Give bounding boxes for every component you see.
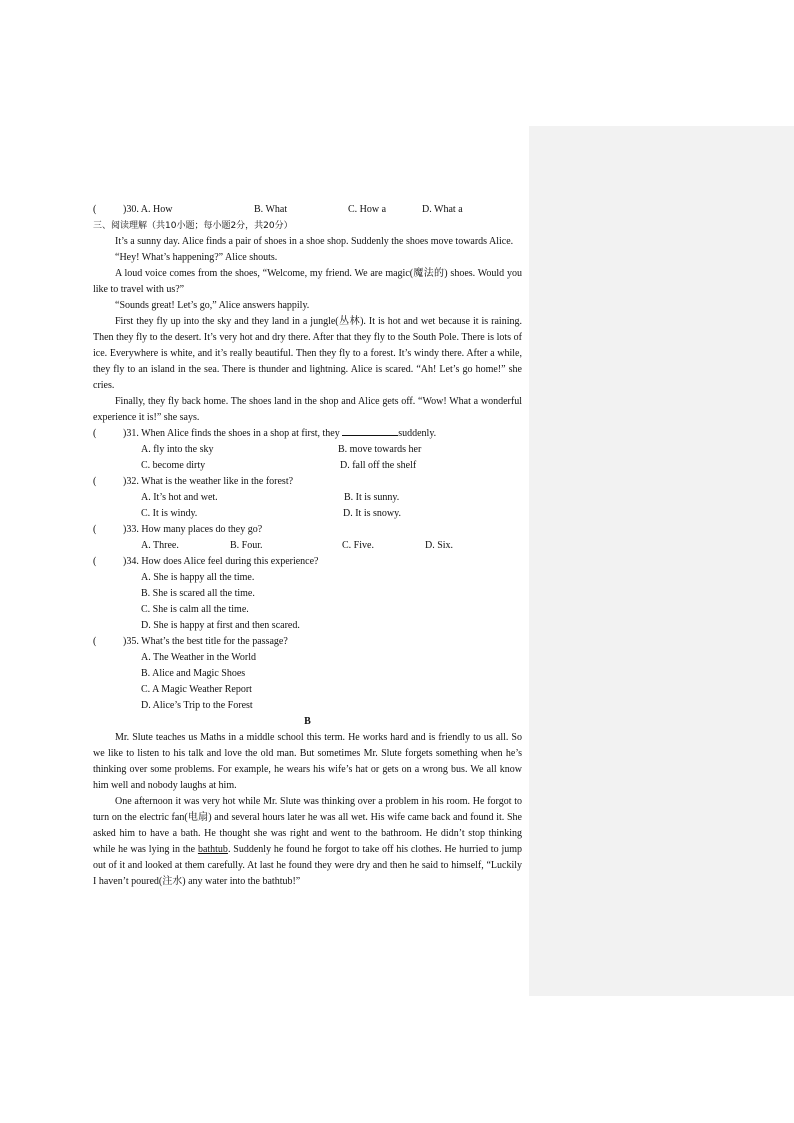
section-heading: 三、阅读理解（共10小题；每小题2分，共20分） xyxy=(93,221,293,231)
options-row xyxy=(93,458,522,474)
options-row xyxy=(93,602,522,618)
option-c: C. Five. xyxy=(342,540,374,551)
option-b: B. It is sunny. xyxy=(344,492,400,503)
options-row xyxy=(93,650,522,666)
comment-pane xyxy=(529,126,794,996)
option-d: D. fall off the shelf xyxy=(340,460,417,471)
answer-paren: ( xyxy=(93,524,97,535)
options-row xyxy=(93,570,522,586)
question-30 xyxy=(93,202,522,218)
option-d: D. Six. xyxy=(425,540,454,551)
options-row xyxy=(93,586,522,602)
text-run: One afternoon it was very hot while Mr. Slute was thinking over a problem in his room. He forgot to turn on the electric fan(电扇) and several hours later he was all wet. His wife came back and found it. She asked him to have a bath. He thought she was right and went to the bathroom. He didn’t stop thinking while he was lying in the xyxy=(93,796,522,855)
option-d: D. It is snowy. xyxy=(343,508,401,519)
option-b: B. Four. xyxy=(230,540,263,551)
passage-a-paragraph: A loud voice comes from the shoes, “Welcome, my friend. We are magic(魔法的) shoes. Would you like to travel with us?” xyxy=(93,268,522,295)
answer-paren: ( xyxy=(93,636,97,647)
options-row xyxy=(93,490,522,506)
option-d: D. She is happy at first and then scared. xyxy=(141,620,300,631)
options-row xyxy=(93,538,522,554)
passage-b-paragraph xyxy=(93,794,522,890)
question-stem xyxy=(123,426,436,442)
option-c: C. It is windy. xyxy=(141,508,198,519)
passage-a-paragraph: “Hey! What’s happening?” Alice shouts. xyxy=(115,252,278,263)
option-c: C. How a xyxy=(348,204,387,215)
option-c: C. become dirty xyxy=(141,460,206,471)
option-d: D. What a xyxy=(422,204,463,215)
option-a: A. She is happy all the time. xyxy=(141,572,255,583)
option-c: C. She is calm all the time. xyxy=(141,604,249,615)
stem-part: )31. When Alice finds the shoes in a shop at first, they xyxy=(123,428,340,439)
passage-b-paragraph: Mr. Slute teaches us Maths in a middle school this term. He works hard and is friendly to us all. So we like to listen to his talk and love the old man. But sometimes Mr. Slute forgets something when he’s thinking over some problems. For example, he wears his wife’s hat or gets on a wrong bus. We all know him well and nobody laughs at him. xyxy=(93,732,522,791)
passage-a-paragraph: “Sounds great! Let’s go,” Alice answers happily. xyxy=(115,300,310,311)
answer-paren: ( xyxy=(93,428,97,439)
question-32 xyxy=(93,474,522,490)
option-a: A. fly into the sky xyxy=(141,444,214,455)
question-33 xyxy=(93,522,522,538)
answer-blank xyxy=(342,426,398,436)
option-d: D. Alice’s Trip to the Forest xyxy=(141,700,253,711)
answer-paren: ( xyxy=(93,476,97,487)
option-a: A. Three. xyxy=(141,540,179,551)
passage-a-paragraph: First they fly up into the sky and they land in a jungle(丛林). It is hot and wet because it is raining. Then they fly to the desert. It’s very hot and dry there. After that they fly to the South Pole. There is lots of ice. Everywhere is white, and it’s really beautiful. Then they fly to a forest. It’s windy there. After a while, they fly to an island in the sea. There is thunder and lightning. Alice is scared. “Ah! Let’s go home!” she cries. xyxy=(93,316,522,391)
option-a: A. The Weather in the World xyxy=(141,652,257,663)
options-row xyxy=(93,682,522,698)
question-stem: )32. What is the weather like in the forest? xyxy=(123,476,294,487)
option-a: A. It’s hot and wet. xyxy=(141,492,218,503)
question-35 xyxy=(93,634,522,650)
passage-a-paragraph: It’s a sunny day. Alice finds a pair of shoes in a shoe shop. Suddenly the shoes move towards Alice. xyxy=(115,236,514,247)
options-row xyxy=(93,506,522,522)
question-stem: )35. What’s the best title for the passage? xyxy=(123,636,288,647)
question-31 xyxy=(93,426,522,442)
options-row xyxy=(93,698,522,714)
section-b-heading: B xyxy=(304,716,311,727)
text-run: . Suddenly he found he forgot to take off his clothes. He hurried to jump out of it and looked at them carefully. At last he found they were dry and then he said to himself, “Luckily I haven’t poured(注水) any water into the bathtub!” xyxy=(93,844,523,887)
question-stem: )30. A. How xyxy=(123,204,173,215)
answer-paren: ( xyxy=(93,204,97,215)
options-row xyxy=(93,618,522,634)
stem-part: suddenly. xyxy=(398,428,437,439)
options-row xyxy=(93,666,522,682)
question-stem: )33. How many places do they go? xyxy=(123,524,263,535)
passage-a-paragraph: Finally, they fly back home. The shoes land in the shop and Alice gets off. “Wow! What a wonderful experience it is!” she says. xyxy=(93,396,522,423)
option-b: B. Alice and Magic Shoes xyxy=(141,668,246,679)
question-34 xyxy=(93,554,522,570)
option-c: C. A Magic Weather Report xyxy=(141,684,252,695)
option-b: B. What xyxy=(254,204,288,215)
option-b: B. She is scared all the time. xyxy=(141,588,255,599)
options-row xyxy=(93,442,522,458)
answer-paren: ( xyxy=(93,556,97,567)
option-b: B. move towards her xyxy=(338,444,422,455)
exam-content xyxy=(93,202,522,890)
question-stem: )34. How does Alice feel during this experience? xyxy=(123,556,319,567)
underlined-word: bathtub xyxy=(197,844,228,855)
